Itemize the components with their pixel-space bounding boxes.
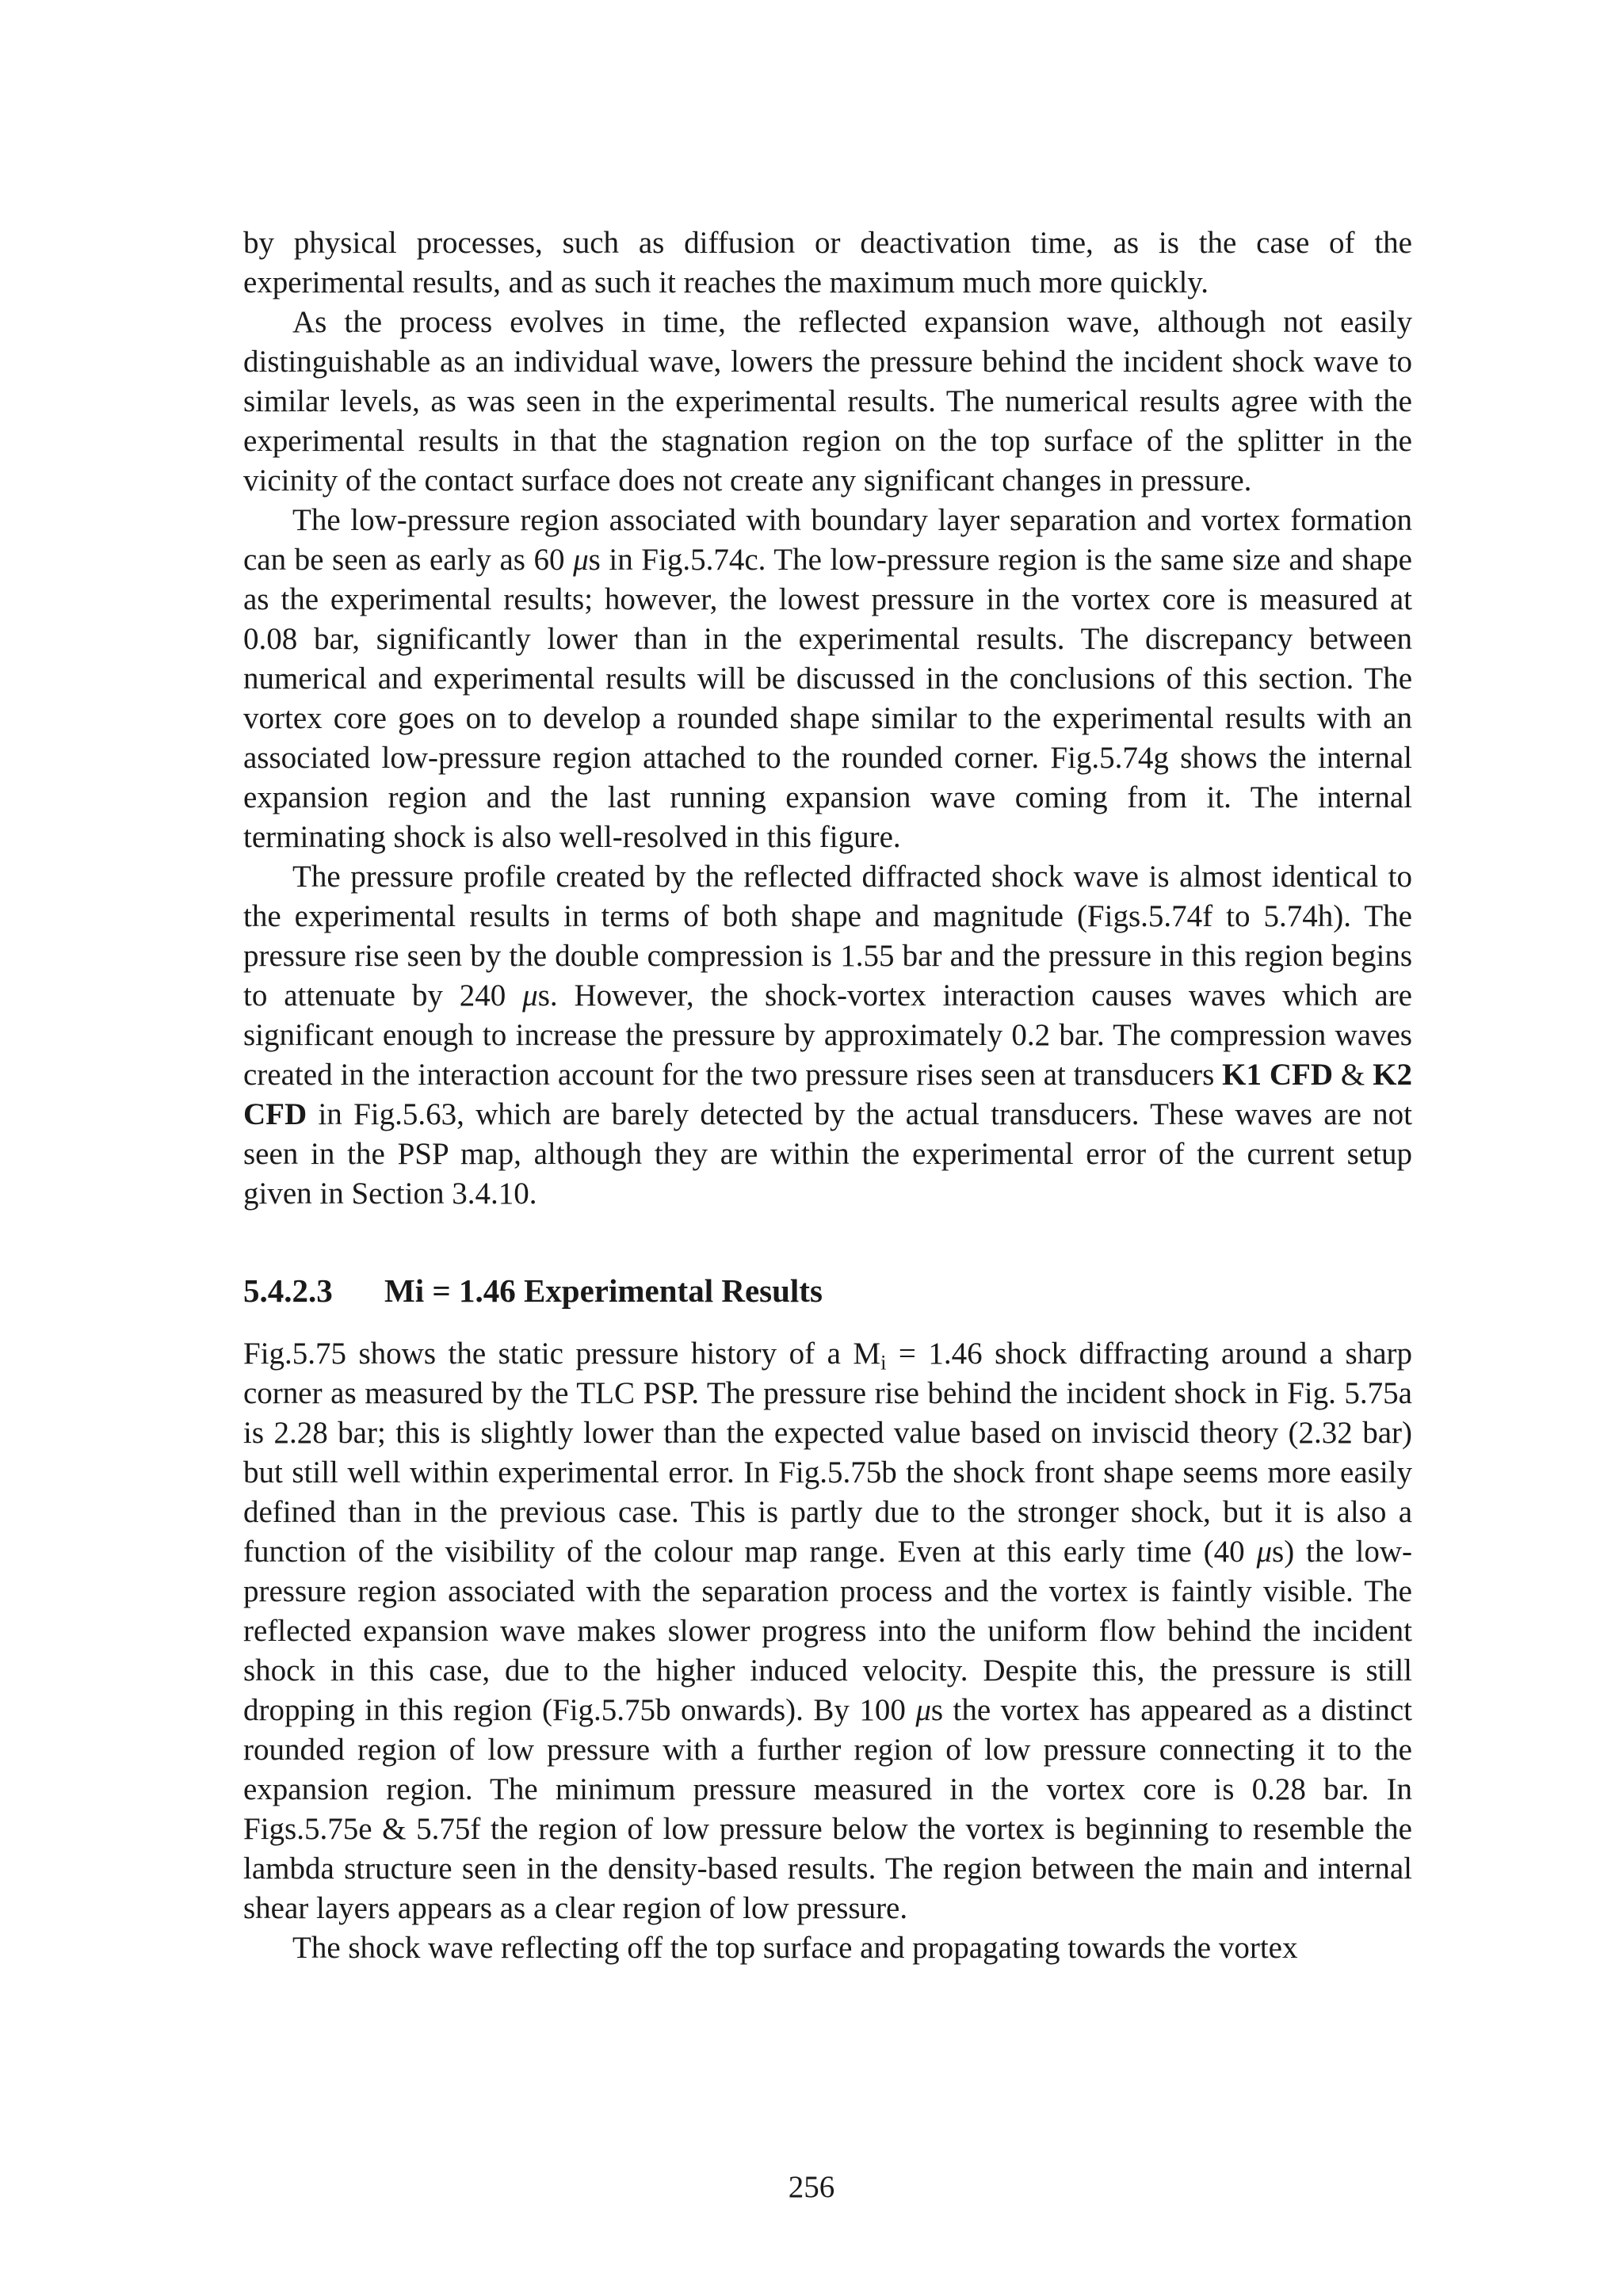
paragraph [243, 1928, 1412, 1968]
italic-symbol: μ [1256, 1535, 1273, 1569]
paragraph [243, 303, 1412, 501]
italic-symbol: μ [522, 978, 538, 1013]
paragraph [243, 501, 1412, 857]
bold-text: K2 CFD [243, 1058, 1412, 1131]
text-run: s in Fig.5.74c. The low-pressure region is the same size and shape as the experimental results; however, the lowest pressure in the vortex core is measured at 0.08 bar, significantly lower than in the experimental results. The discrepancy between numerical and experimental results will be discussed in the conclusions of this section. The vortex core goes on to develop a rounded shape similar to the experimental results with an associated low-pressure region attached to the rounded corner. Fig.5.74g shows the internal expansion region and the last running expansion wave coming from it. The internal terminating shock is also well-resolved in this figure. [243, 543, 1412, 854]
paragraphs-after-heading [243, 1334, 1412, 1968]
text-run: As the process evolves in time, the reflected expansion wave, although not easily distinguishable as an individual wave, lowers the pressure behind the incident shock wave to similar levels, as was seen in the experimental results. The numerical results agree with the experimental results in that the stagnation region on the top surface of the splitter in the vicinity of the contact surface does not create any significant changes in pressure. [243, 305, 1412, 498]
section-number: 5.4.2.3 [243, 1272, 333, 1309]
text-run: in Fig.5.63, which are barely detected by the actual transducers. These waves are not seen in the PSP map, although they are within the experimental error of the current setup given in Section 3.4.10. [243, 1097, 1412, 1211]
subscript: i [880, 1350, 887, 1375]
text-run: s. However, the shock-vortex interaction causes waves which are significant enough to increase the pressure by approximately 0.2 bar. The compression waves created in the interaction account for the two pressure rises seen at transducers [243, 978, 1412, 1092]
page-number: 256 [788, 2170, 835, 2204]
paragraphs-before-heading [243, 223, 1412, 1214]
italic-symbol: μ [573, 543, 589, 577]
italic-symbol: μ [915, 1693, 931, 1727]
text-run: by physical processes, such as diffusion or deactivation time, as is the case of the experimental results, and as such it reaches the maximum much more quickly. [243, 226, 1412, 299]
page-body [243, 223, 1412, 1968]
text-run: The low-pressure region associated with boundary layer separation and vortex formation can be seen as early as 60 [243, 503, 1412, 577]
text-run: s) the low-pressure region associated with the separation process and the vortex is faintly visible. The reflected expansion wave makes slower progress into the uniform flow behind the incident shock in this case, due to the higher induced velocity. Despite this, the pressure is still dropping in this region (Fig.5.75b onwards). By 100 [243, 1535, 1412, 1727]
paragraph [243, 1334, 1412, 1928]
section-title: Mi = 1.46 Experimental Results [384, 1272, 823, 1309]
section-heading [243, 1271, 1412, 1310]
paragraph [243, 223, 1412, 303]
text-run: = 1.46 shock diffracting around a sharp corner as measured by the TLC PSP. The pressure rise behind the incident shock in Fig. 5.75a is 2.28 bar; this is slightly lower than the expected value based on inviscid theory (2.32 bar) but still well within experimental error. In Fig.5.75b the shock front shape seems more easily defined than in the previous case. This is partly due to the stronger shock, but it is also a function of the visibility of the colour map range. Even at this early time (40 [243, 1337, 1412, 1569]
bold-text: K1 CFD [1222, 1058, 1334, 1092]
text-run: The pressure profile created by the reflected diffracted shock wave is almost identical to the experimental results in terms of both shape and magnitude (Figs.5.74f to 5.74h). The pressure rise seen by the double compression is 1.55 bar and the pressure in this region begins to attenuate by 240 [243, 860, 1412, 1013]
text-run: & [1333, 1058, 1373, 1092]
text-run: s the vortex has appeared as a distinct rounded region of low pressure with a further region of low pressure connecting it to the expansion region. The minimum pressure measured in the vortex core is 0.28 bar. In Figs.5.75e & 5.75f the region of low pressure below the vortex is beginning to resemble the lambda structure seen in the density-based results. The region between the main and internal shear layers appears as a clear region of low pressure. [243, 1693, 1413, 1925]
text-run: The shock wave reflecting off the top surface and propagating towards the vortex [292, 1931, 1298, 1965]
paragraph [243, 857, 1412, 1214]
text-run: Fig.5.75 shows the static pressure history of a M [243, 1337, 881, 1371]
